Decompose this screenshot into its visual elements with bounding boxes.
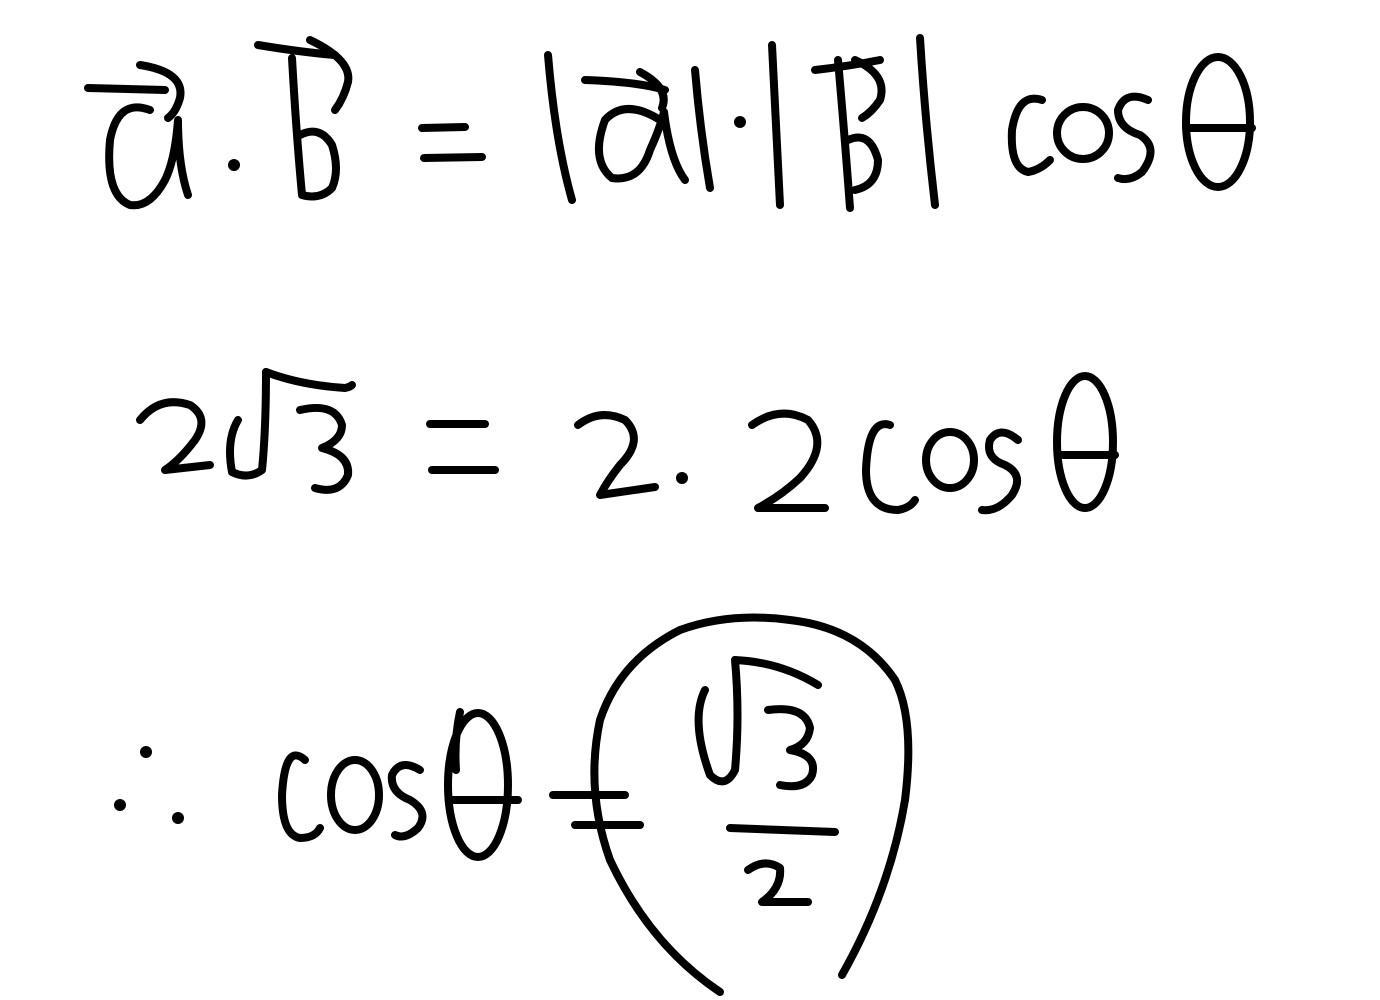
cos-word-3 <box>282 755 423 838</box>
theta-symbol-3 <box>448 712 518 857</box>
dot-operator <box>228 159 240 171</box>
equation-line-3 <box>114 618 908 992</box>
equals-sign-1 <box>422 127 482 158</box>
cos-word-2 <box>866 424 1018 510</box>
theta-symbol-1 <box>1186 57 1252 187</box>
equals-sign-2 <box>430 424 495 470</box>
vector-b-symbol <box>258 40 348 196</box>
dot-operator <box>734 116 746 128</box>
cos-word-1 <box>1012 97 1151 179</box>
theta-symbol-2 <box>1057 376 1115 508</box>
vector-a-symbol <box>88 65 188 205</box>
equation-line-1 <box>88 38 1252 208</box>
magnitude-a <box>548 55 710 200</box>
number-2-sqrt-3 <box>140 372 352 490</box>
circled-answer <box>594 618 908 992</box>
magnitude-b <box>772 38 935 208</box>
therefore-symbol <box>114 746 184 824</box>
number-2-times-2 <box>578 414 825 508</box>
equation-line-2 <box>140 372 1115 510</box>
